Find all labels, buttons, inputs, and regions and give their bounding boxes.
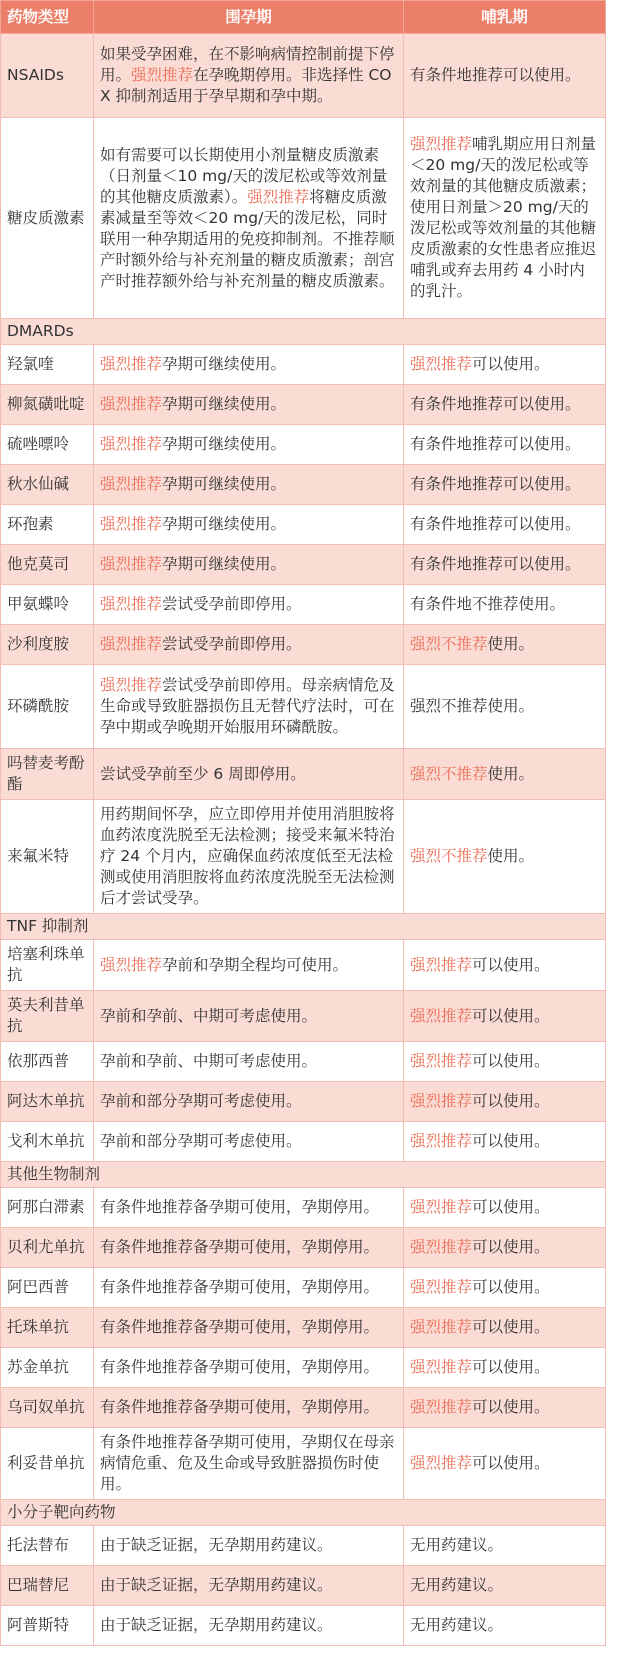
recommendation-text: 可以使用。 [472,1006,550,1025]
drug-name: 托法替布 [1,1526,94,1566]
table-row [1,425,606,465]
drug-name: 来氟米特 [1,800,94,914]
strength-highlight: 强烈推荐 [100,595,163,613]
lactation-recommendation [404,1042,606,1082]
recommendation-text: 可以使用。 [472,1398,550,1416]
recommendation-text: 无用药建议。 [410,1576,504,1594]
recommendation-text: 可以使用。 [472,1454,550,1472]
table-row [1,749,606,800]
strength-highlight: 强烈推荐 [410,1358,473,1376]
pregnancy-recommendation [94,800,404,914]
lactation-recommendation [404,1566,606,1606]
recommendation-text: 在孕晚期停用。非选择性 COX 抑制剂适用于孕早期和孕中期。 [100,66,392,105]
lactation-recommendation [404,118,606,319]
drug-name: 戈利木单抗 [1,1122,94,1162]
recommendation-text: 由于缺乏证据，无孕期用药建议。 [100,1536,333,1554]
recommendation-text: 强烈不推荐使用。 [410,697,535,715]
lactation-recommendation [404,1526,606,1566]
recommendation-text: 用药期间怀孕，应立即停用并使用消胆胺将血药浓度洗脱至无法检测；接受来氟米特治疗 24 个月内，应确保血药浓度低至无法检测或使用消胆胺将血药浓度洗脱至无法检测后才尝试受孕。 [100,805,395,907]
strength-highlight: 强烈推荐 [410,1278,473,1296]
recommendation-text: 有条件地推荐备孕期可使用，孕期仅在母亲病情危重、危及生命或导致脏器损伤时使用。 [100,1433,395,1493]
table-row [1,1042,606,1082]
table-row [1,1082,606,1122]
drug-name: 托珠单抗 [1,1308,94,1348]
strength-highlight: 强烈推荐 [410,1052,473,1070]
table-row [1,1308,606,1348]
recommendation-text: 将糖皮质激素减量至等效＜20 mg/天的泼尼松，同时联用一种孕期适用的免疫抑制剂。不推荐顺产时额外给与补充剂量的糖皮质激素；剖宫产时推荐额外给与补充剂量的糖皮质激素。 [100,187,395,290]
section-title: 其他生物制剂 [1,1162,606,1188]
drug-name: 糖皮质激素 [1,118,94,319]
recommendation-text: 可以使用。 [472,1318,550,1336]
table-row [1,545,606,585]
table-row [1,1428,606,1500]
recommendation-text: 可以使用。 [472,1358,550,1376]
recommendation-text: 由于缺乏证据，无孕期用药建议。 [100,1616,333,1634]
recommendation-text: 有条件地推荐可以使用。 [410,395,581,413]
recommendation-text: 有条件地推荐可以使用。 [410,66,581,84]
table-row [1,34,606,118]
strength-highlight: 强烈不推荐 [410,635,488,653]
recommendation-text: 可以使用。 [472,1092,550,1110]
recommendation-text: 有条件地推荐备孕期可使用，孕期停用。 [100,1278,380,1296]
recommendation-text: 可以使用。 [472,355,550,373]
header-row [1,1,606,34]
lactation-recommendation [404,1348,606,1388]
pregnancy-recommendation [94,1526,404,1566]
strength-highlight: 强烈推荐 [410,1092,473,1110]
lactation-recommendation [404,345,606,385]
pregnancy-recommendation [94,1188,404,1228]
pregnancy-recommendation [94,1082,404,1122]
table-row [1,345,606,385]
table-row [1,991,606,1042]
pregnancy-recommendation [94,1042,404,1082]
lactation-recommendation [404,1082,606,1122]
recommendation-text: 有条件地推荐备孕期可使用，孕期停用。 [100,1238,380,1256]
table-row [1,1606,606,1646]
table-row [1,1188,606,1228]
pregnancy-recommendation [94,1428,404,1500]
strength-highlight: 强烈推荐 [100,555,163,573]
section-row [1,319,606,345]
recommendation-text: 有条件地不推荐使用。 [410,595,566,613]
drug-name: 依那西普 [1,1042,94,1082]
recommendation-text: 尝试受孕前即停用。 [162,595,302,613]
table-row [1,1566,606,1606]
pregnancy-recommendation [94,385,404,425]
drug-name: 英夫利昔单抗 [1,991,94,1042]
table-row [1,585,606,625]
table-row [1,1388,606,1428]
lactation-recommendation [404,665,606,749]
lactation-recommendation [404,1228,606,1268]
table-row [1,118,606,319]
lactation-recommendation [404,1268,606,1308]
recommendation-text: 无用药建议。 [410,1536,504,1554]
recommendation-text: 尝试受孕前即停用。 [162,635,302,653]
recommendation-text: 有条件地推荐可以使用。 [410,555,581,573]
strength-highlight: 强烈推荐 [410,1198,473,1216]
drug-name: 巴瑞替尼 [1,1566,94,1606]
table-row [1,1228,606,1268]
table-row [1,1122,606,1162]
pregnancy-recommendation [94,991,404,1042]
lactation-recommendation [404,1308,606,1348]
drug-name: 硫唑嘌呤 [1,425,94,465]
table-row [1,505,606,545]
drug-name: 乌司奴单抗 [1,1388,94,1428]
table-row [1,625,606,665]
lactation-recommendation [404,991,606,1042]
lactation-recommendation [404,465,606,505]
recommendation-text: 可以使用。 [472,1198,550,1216]
recommendation-text: 哺乳期应用日剂量＜20 mg/天的泼尼松或等效剂量的其他糖皮质激素；使用日剂量＞20 mg/天的泼尼松或等效剂量的其他糖皮质激素的女性患者应推迟哺乳或弃去用药 4 小时内的乳汁。 [410,135,597,300]
recommendation-text: 可以使用。 [472,955,550,974]
pregnancy-recommendation [94,1606,404,1646]
lactation-recommendation [404,1122,606,1162]
table-row [1,465,606,505]
recommendation-text: 可以使用。 [472,1278,550,1296]
pregnancy-recommendation [94,505,404,545]
table-row [1,1268,606,1308]
pregnancy-recommendation [94,1228,404,1268]
table-row [1,1526,606,1566]
pregnancy-recommendation [94,34,404,118]
pregnancy-recommendation [94,465,404,505]
drug-name: 环孢素 [1,505,94,545]
pregnancy-recommendation [94,625,404,665]
drug-name: 秋水仙碱 [1,465,94,505]
drug-name: 沙利度胺 [1,625,94,665]
recommendation-text: 如有需要可以长期使用小剂量糖皮质激素（日剂量＜10 mg/天的泼尼松或等效剂量的其他糖皮质激素）。 [100,145,388,206]
pregnancy-recommendation [94,665,404,749]
header-lactation: 哺乳期 [404,1,606,34]
recommendation-text: 有条件地推荐备孕期可使用，孕期停用。 [100,1318,380,1336]
recommendation-text: 使用。 [487,847,535,865]
lactation-recommendation [404,800,606,914]
strength-highlight: 强烈推荐 [410,1238,473,1256]
pregnancy-recommendation [94,345,404,385]
lactation-recommendation [404,749,606,800]
drug-name: 阿巴西普 [1,1268,94,1308]
strength-highlight: 强烈推荐 [410,955,473,974]
pregnancy-recommendation [94,118,404,319]
strength-highlight: 强烈不推荐 [410,764,488,783]
section-title: TNF 抑制剂 [1,914,606,940]
drug-name: 羟氯喹 [1,345,94,385]
drug-name: 环磷酰胺 [1,665,94,749]
pregnancy-recommendation [94,1566,404,1606]
lactation-recommendation [404,385,606,425]
recommendation-text: 由于缺乏证据，无孕期用药建议。 [100,1576,333,1594]
pregnancy-recommendation [94,1308,404,1348]
strength-highlight: 强烈推荐 [410,1454,473,1472]
recommendation-text: 孕前和孕期全程均可使用。 [162,955,349,974]
drug-name: 柳氮磺吡啶 [1,385,94,425]
recommendation-text: 孕期可继续使用。 [162,395,287,413]
table-row [1,940,606,991]
recommendation-text: 孕期可继续使用。 [162,515,287,533]
lactation-recommendation [404,34,606,118]
recommendation-text: 尝试受孕前至少 6 周即停用。 [100,764,306,783]
strength-highlight: 强烈推荐 [100,395,163,413]
drug-name: 贝利尤单抗 [1,1228,94,1268]
recommendation-text: 有条件地推荐可以使用。 [410,475,581,493]
strength-highlight: 强烈推荐 [100,955,163,974]
header-pregnancy: 围孕期 [94,1,404,34]
pregnancy-recommendation [94,1122,404,1162]
pregnancy-recommendation [94,1348,404,1388]
recommendation-text: 有条件地推荐备孕期可使用，孕期停用。 [100,1398,380,1416]
recommendation-text: 使用。 [487,764,535,783]
lactation-recommendation [404,425,606,465]
section-row [1,1162,606,1188]
recommendation-text: 孕前和孕前、中期可考虑使用。 [100,1052,318,1070]
strength-highlight: 强烈推荐 [410,355,473,373]
recommendation-text: 使用。 [487,635,535,653]
pregnancy-recommendation [94,749,404,800]
pregnancy-recommendation [94,545,404,585]
recommendation-text: 孕期可继续使用。 [162,355,287,373]
lactation-recommendation [404,1188,606,1228]
drug-name: 吗替麦考酚酯 [1,749,94,800]
section-row [1,1500,606,1526]
recommendation-text: 有条件地推荐可以使用。 [410,515,581,533]
recommendation-text: 尝试受孕前即停用。母亲病情危及生命或导致脏器损伤且无替代疗法时，可在孕中期或孕晚期开始服用环磷酰胺。 [100,676,395,736]
recommendation-text: 可以使用。 [472,1052,550,1070]
pregnancy-recommendation [94,425,404,465]
lactation-recommendation [404,1606,606,1646]
recommendation-text: 可以使用。 [472,1238,550,1256]
lactation-recommendation [404,625,606,665]
strength-highlight: 强烈推荐 [410,1318,473,1336]
section-row [1,914,606,940]
lactation-recommendation [404,1388,606,1428]
drug-name: 利妥昔单抗 [1,1428,94,1500]
drug-name: NSAIDs [1,34,94,118]
strength-highlight: 强烈推荐 [100,676,163,694]
strength-highlight: 强烈推荐 [410,1398,473,1416]
drug-name: 甲氨蝶呤 [1,585,94,625]
lactation-recommendation [404,1428,606,1500]
drug-name: 苏金单抗 [1,1348,94,1388]
drug-name: 他克莫司 [1,545,94,585]
strength-highlight: 强烈推荐 [100,435,163,453]
drug-name: 阿普斯特 [1,1606,94,1646]
strength-highlight: 强烈推荐 [100,635,163,653]
pregnancy-recommendation [94,585,404,625]
strength-highlight: 强烈推荐 [100,355,163,373]
strength-highlight: 强烈推荐 [410,135,473,153]
recommendation-text: 可以使用。 [472,1132,550,1150]
recommendation-text: 有条件地推荐备孕期可使用，孕期停用。 [100,1198,380,1216]
table-row [1,385,606,425]
table-body [1,34,606,1646]
section-title: DMARDs [1,319,606,345]
drug-name: 培塞利珠单抗 [1,940,94,991]
table-row [1,1348,606,1388]
recommendation-text: 无用药建议。 [410,1616,504,1634]
lactation-recommendation [404,940,606,991]
strength-highlight: 强烈推荐 [247,187,310,206]
recommendation-text: 有条件地推荐可以使用。 [410,435,581,453]
recommendation-text: 孕前和部分孕期可考虑使用。 [100,1092,302,1110]
pregnancy-recommendation [94,1268,404,1308]
strength-highlight: 强烈推荐 [100,475,163,493]
recommendation-text: 如果受孕困难，在不影响病情控制前提下停用。 [100,45,395,84]
strength-highlight: 强烈推荐 [131,66,194,84]
lactation-recommendation [404,545,606,585]
pregnancy-recommendation [94,940,404,991]
strength-highlight: 强烈推荐 [100,515,163,533]
drug-name: 阿达木单抗 [1,1082,94,1122]
lactation-recommendation [404,505,606,545]
recommendation-text: 孕期可继续使用。 [162,475,287,493]
strength-highlight: 强烈推荐 [410,1006,473,1025]
table-row [1,665,606,749]
recommendation-text: 孕前和孕前、中期可考虑使用。 [100,1006,318,1025]
pregnancy-recommendation [94,1388,404,1428]
drug-name: 阿那白滞素 [1,1188,94,1228]
strength-highlight: 强烈推荐 [410,1132,473,1150]
table-row [1,800,606,914]
strength-highlight: 强烈不推荐 [410,847,488,865]
recommendation-text: 孕期可继续使用。 [162,555,287,573]
recommendation-text: 孕期可继续使用。 [162,435,287,453]
lactation-recommendation [404,585,606,625]
section-title: 小分子靶向药物 [1,1500,606,1526]
recommendation-text: 孕前和部分孕期可考虑使用。 [100,1132,302,1150]
header-drug-type: 药物类型 [1,1,94,34]
recommendation-text: 有条件地推荐备孕期可使用，孕期停用。 [100,1358,380,1376]
